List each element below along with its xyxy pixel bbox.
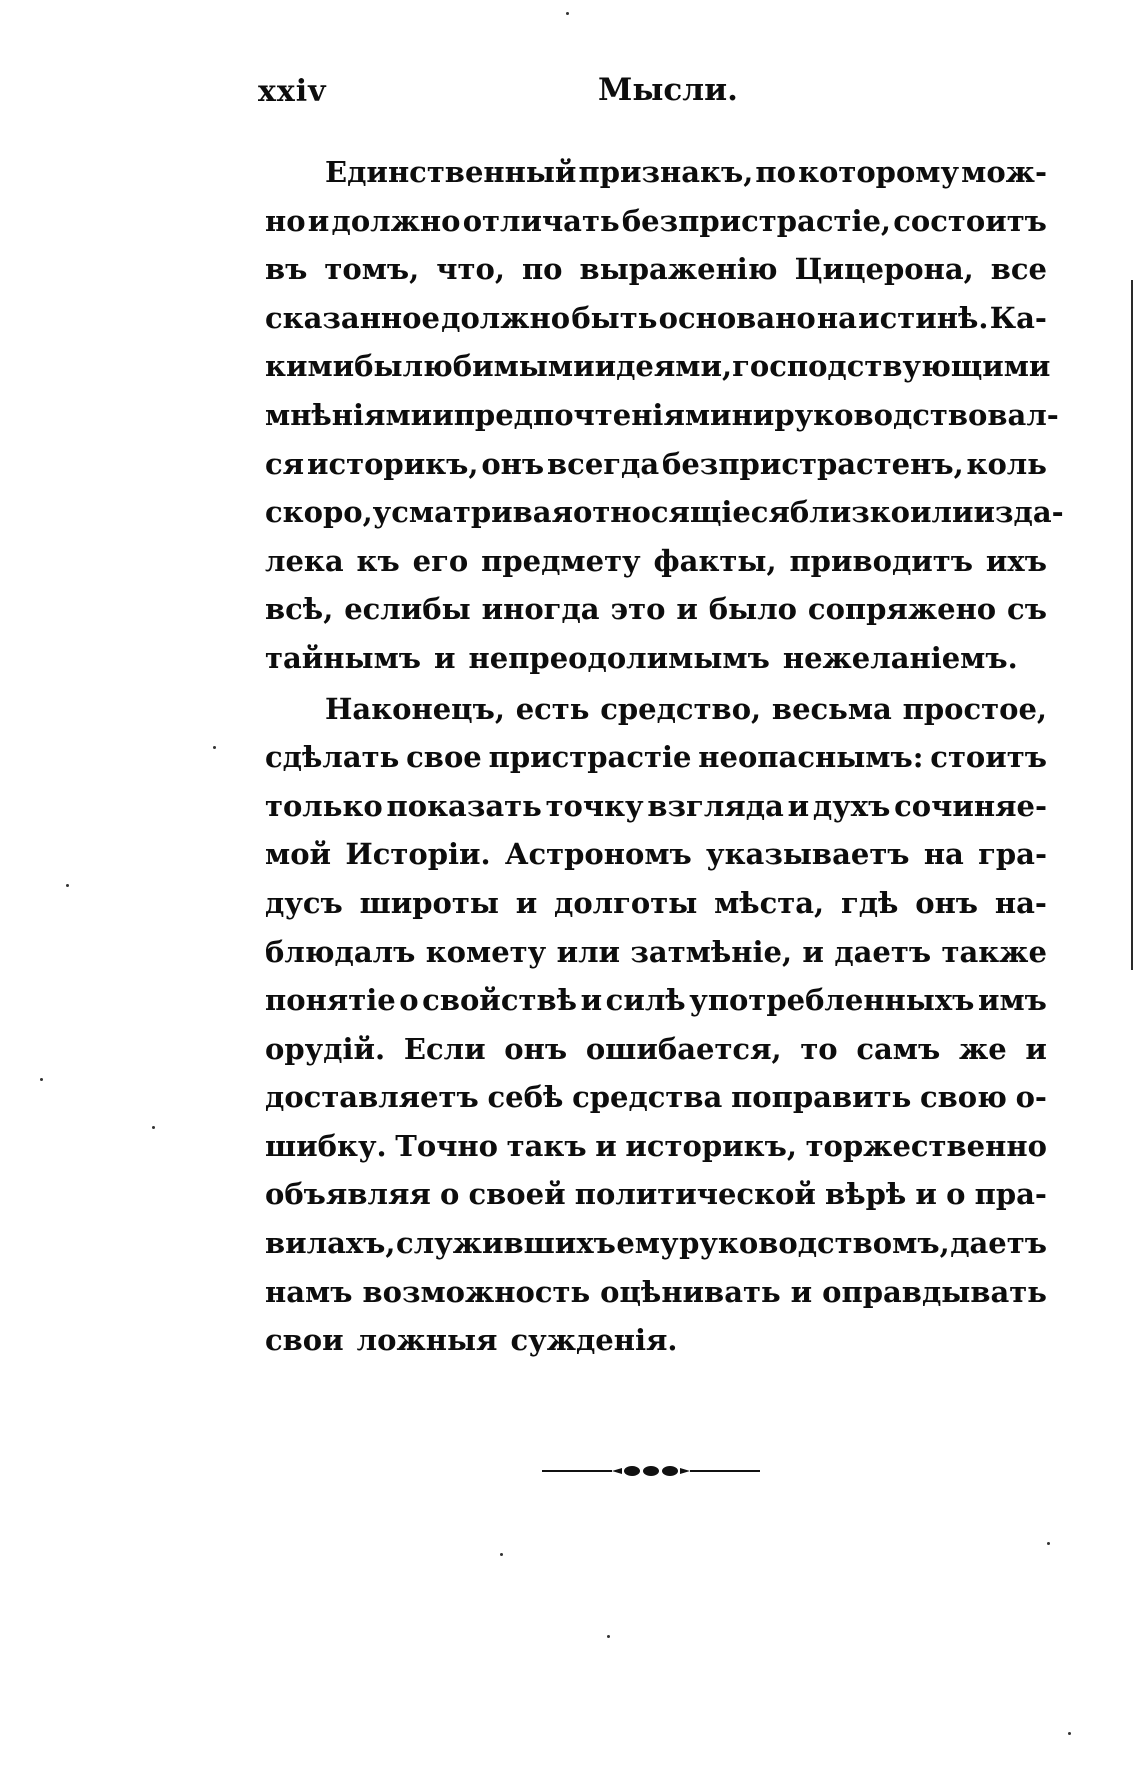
word: идеями, bbox=[594, 349, 733, 384]
word: и bbox=[1025, 1031, 1047, 1066]
scan-speck bbox=[500, 1553, 503, 1556]
word: даетъ bbox=[834, 934, 932, 969]
word: усматривая bbox=[372, 495, 573, 530]
word: употребленныхъ bbox=[689, 983, 975, 1018]
word: неопаснымъ: bbox=[698, 740, 924, 775]
text-line bbox=[265, 1122, 1047, 1171]
word: непреодолимымъ bbox=[468, 640, 770, 675]
text-line bbox=[265, 685, 1047, 734]
word: было bbox=[708, 592, 797, 627]
word: безпристрастенъ, bbox=[662, 446, 964, 481]
word: мѣста, bbox=[714, 885, 825, 920]
word: отличать bbox=[462, 203, 620, 238]
word: торжественно bbox=[805, 1128, 1047, 1163]
text-line bbox=[265, 782, 1047, 831]
word: выраженію bbox=[579, 252, 778, 287]
word: блюдалъ bbox=[265, 934, 416, 969]
word: ошибается, bbox=[585, 1031, 782, 1066]
word: затмѣніе, bbox=[630, 934, 793, 969]
word: Астрономъ bbox=[504, 837, 692, 872]
scan-speck bbox=[213, 746, 216, 749]
word: объявляя bbox=[265, 1177, 431, 1212]
word: ложныя bbox=[356, 1323, 498, 1358]
word: Исторіи. bbox=[345, 837, 491, 872]
word: томъ, bbox=[324, 252, 420, 287]
word: свои bbox=[265, 1323, 344, 1358]
word: должно bbox=[331, 203, 461, 238]
word: своей bbox=[468, 1177, 566, 1212]
word: предмету bbox=[481, 543, 641, 578]
word: сужденія. bbox=[510, 1323, 678, 1358]
word: политической bbox=[574, 1177, 816, 1212]
word: ему bbox=[616, 1226, 679, 1261]
word: Точно bbox=[395, 1128, 498, 1163]
ornament-divider bbox=[542, 1463, 760, 1479]
text-line bbox=[265, 391, 1059, 440]
scan-speck bbox=[607, 1635, 610, 1638]
word: на bbox=[923, 837, 964, 872]
word: точку bbox=[545, 788, 644, 823]
word: Единственный bbox=[325, 155, 577, 189]
word: мож- bbox=[961, 155, 1047, 189]
word: относящіеся bbox=[573, 495, 790, 530]
word: любимыми bbox=[402, 349, 595, 384]
word: историкъ, bbox=[625, 1128, 797, 1163]
word: истинѣ. bbox=[858, 300, 989, 335]
text-line bbox=[265, 148, 1047, 197]
word: быть bbox=[571, 300, 658, 335]
text-line bbox=[265, 733, 1047, 782]
word: что, bbox=[436, 252, 505, 287]
running-title: Мысли. bbox=[598, 72, 738, 108]
word: руководствомъ, bbox=[679, 1226, 950, 1261]
word: стоитъ bbox=[930, 740, 1047, 775]
word: показать bbox=[386, 788, 542, 823]
word: простое, bbox=[902, 691, 1047, 726]
word: и bbox=[515, 885, 538, 920]
page-edge-rule bbox=[1131, 280, 1133, 970]
word: есть bbox=[515, 691, 590, 726]
word: также bbox=[941, 934, 1047, 969]
word: на bbox=[816, 300, 857, 335]
text-line bbox=[265, 294, 1047, 343]
word: и bbox=[676, 592, 698, 627]
word: его bbox=[412, 543, 469, 578]
text-line bbox=[265, 1268, 1047, 1317]
text-line bbox=[265, 879, 1047, 928]
word: лека bbox=[265, 543, 344, 578]
text-line bbox=[265, 245, 1047, 294]
word: же bbox=[958, 1031, 1007, 1066]
word: признакъ, bbox=[578, 155, 754, 189]
page-number: xxiv bbox=[258, 74, 327, 109]
word: сдѣлать bbox=[265, 740, 400, 775]
word: съ bbox=[1007, 592, 1047, 627]
word: господствующими bbox=[732, 349, 1051, 384]
word: ся bbox=[265, 446, 305, 481]
scan-speck bbox=[1068, 1732, 1071, 1735]
word: самъ bbox=[856, 1031, 941, 1066]
word: кими bbox=[265, 349, 355, 384]
word: средства bbox=[572, 1080, 723, 1115]
word: доставляетъ bbox=[265, 1080, 479, 1115]
word: о bbox=[439, 1177, 460, 1212]
word: свою bbox=[919, 1080, 1007, 1115]
word: предпочтеніями bbox=[453, 397, 732, 432]
word: онъ bbox=[504, 1031, 568, 1066]
word: свое bbox=[406, 740, 482, 775]
word: силѣ bbox=[605, 983, 686, 1018]
word: иногда bbox=[481, 592, 600, 627]
word: служившихъ bbox=[396, 1226, 616, 1261]
word: мой bbox=[265, 837, 332, 872]
word: и bbox=[790, 1274, 813, 1309]
word: нежеланіемъ. bbox=[782, 640, 1018, 675]
word: по bbox=[521, 252, 563, 287]
word: все bbox=[990, 252, 1047, 287]
word: такъ bbox=[506, 1128, 587, 1163]
word: взгляда bbox=[647, 788, 784, 823]
word: сказанное bbox=[265, 300, 440, 335]
word: изда- bbox=[973, 495, 1064, 530]
word: средство, bbox=[600, 691, 762, 726]
word: свойствѣ bbox=[422, 983, 577, 1018]
word: и bbox=[915, 1177, 937, 1212]
word: поправить bbox=[731, 1080, 912, 1115]
word: онъ bbox=[915, 885, 979, 920]
word: онъ bbox=[481, 446, 545, 481]
text-line bbox=[265, 1316, 1047, 1365]
word: сопряжено bbox=[807, 592, 997, 627]
word: мнѣніями bbox=[265, 397, 433, 432]
word: еслибы bbox=[344, 592, 471, 627]
text-line bbox=[265, 342, 1051, 391]
word: имъ bbox=[977, 983, 1047, 1018]
word: руководствовал- bbox=[774, 397, 1059, 432]
word: и bbox=[434, 640, 456, 675]
text-line bbox=[265, 488, 1064, 537]
body-text bbox=[265, 148, 1064, 1365]
word: себѣ bbox=[487, 1080, 564, 1115]
text-line bbox=[265, 537, 1047, 586]
word: о bbox=[946, 1177, 966, 1212]
word: о- bbox=[1015, 1080, 1047, 1115]
word: весьма bbox=[771, 691, 892, 726]
word: о bbox=[399, 983, 419, 1018]
word: всегда bbox=[547, 446, 660, 481]
word: но bbox=[265, 203, 306, 238]
word: оцѣнивать bbox=[600, 1274, 781, 1309]
word: Ка- bbox=[989, 300, 1047, 335]
scan-speck bbox=[152, 1126, 155, 1129]
text-line bbox=[265, 197, 1047, 246]
word: факты, bbox=[653, 543, 777, 578]
scan-speck bbox=[66, 884, 69, 887]
word: намъ bbox=[265, 1274, 353, 1309]
word: основано bbox=[658, 300, 816, 335]
word: оправдывать bbox=[822, 1274, 1047, 1309]
word: или bbox=[910, 495, 974, 530]
word: дусъ bbox=[265, 885, 343, 920]
word: въ bbox=[265, 252, 308, 287]
text-line bbox=[265, 830, 1047, 879]
word: возможность bbox=[362, 1274, 591, 1309]
text-line bbox=[265, 1170, 1047, 1219]
word: всѣ, bbox=[265, 592, 334, 627]
word: приводитъ bbox=[789, 543, 974, 578]
text-line bbox=[265, 976, 1047, 1025]
word: гра- bbox=[978, 837, 1047, 872]
word: орудій. bbox=[265, 1031, 386, 1066]
word: Цицерона, bbox=[794, 252, 974, 287]
word: или bbox=[556, 934, 621, 969]
word: на- bbox=[994, 885, 1047, 920]
word: и bbox=[580, 983, 603, 1018]
word: Если bbox=[403, 1031, 486, 1066]
word: шибку. bbox=[265, 1128, 387, 1163]
word: сочиняе- bbox=[894, 788, 1047, 823]
word: должно bbox=[441, 300, 571, 335]
word: и bbox=[787, 788, 810, 823]
word: безпристрастіе, bbox=[621, 203, 892, 238]
text-line bbox=[265, 1073, 1047, 1122]
word: ни bbox=[731, 397, 775, 432]
word: только bbox=[265, 788, 383, 823]
text-line bbox=[265, 928, 1047, 977]
word: комету bbox=[425, 934, 547, 969]
word: гдѣ bbox=[840, 885, 899, 920]
word: бы bbox=[354, 349, 403, 384]
word: указываетъ bbox=[706, 837, 910, 872]
word: и bbox=[595, 1128, 617, 1163]
word: состоитъ bbox=[893, 203, 1047, 238]
word: ихъ bbox=[985, 543, 1047, 578]
word: скоро, bbox=[265, 495, 373, 530]
text-line bbox=[265, 1219, 1047, 1268]
word: историкъ, bbox=[306, 446, 479, 481]
text-line bbox=[265, 440, 1047, 489]
word: вѣрѣ bbox=[825, 1177, 907, 1212]
word: коль bbox=[966, 446, 1047, 481]
word: даетъ bbox=[950, 1226, 1047, 1261]
word: близко bbox=[789, 495, 910, 530]
scan-speck bbox=[566, 12, 569, 15]
word: долготы bbox=[554, 885, 698, 920]
text-line bbox=[265, 634, 1047, 683]
word: Наконецъ, bbox=[325, 691, 505, 726]
text-line bbox=[265, 585, 1047, 634]
word: то bbox=[800, 1031, 838, 1066]
text-line bbox=[265, 1025, 1047, 1074]
word: пристрастіе bbox=[488, 740, 692, 775]
word: которому bbox=[798, 155, 960, 189]
scan-speck bbox=[40, 1078, 43, 1081]
word: духъ bbox=[812, 788, 891, 823]
word: это bbox=[610, 592, 666, 627]
word: и bbox=[307, 203, 330, 238]
word: широты bbox=[359, 885, 499, 920]
word: къ bbox=[356, 543, 400, 578]
word: понятіе bbox=[265, 983, 396, 1018]
scan-speck bbox=[1047, 1542, 1050, 1545]
word: вилахъ, bbox=[265, 1226, 396, 1261]
word: пра- bbox=[974, 1177, 1047, 1212]
word: по bbox=[755, 155, 796, 189]
word: тайнымъ bbox=[265, 640, 422, 675]
word: и bbox=[432, 397, 454, 432]
word: и bbox=[802, 934, 824, 969]
